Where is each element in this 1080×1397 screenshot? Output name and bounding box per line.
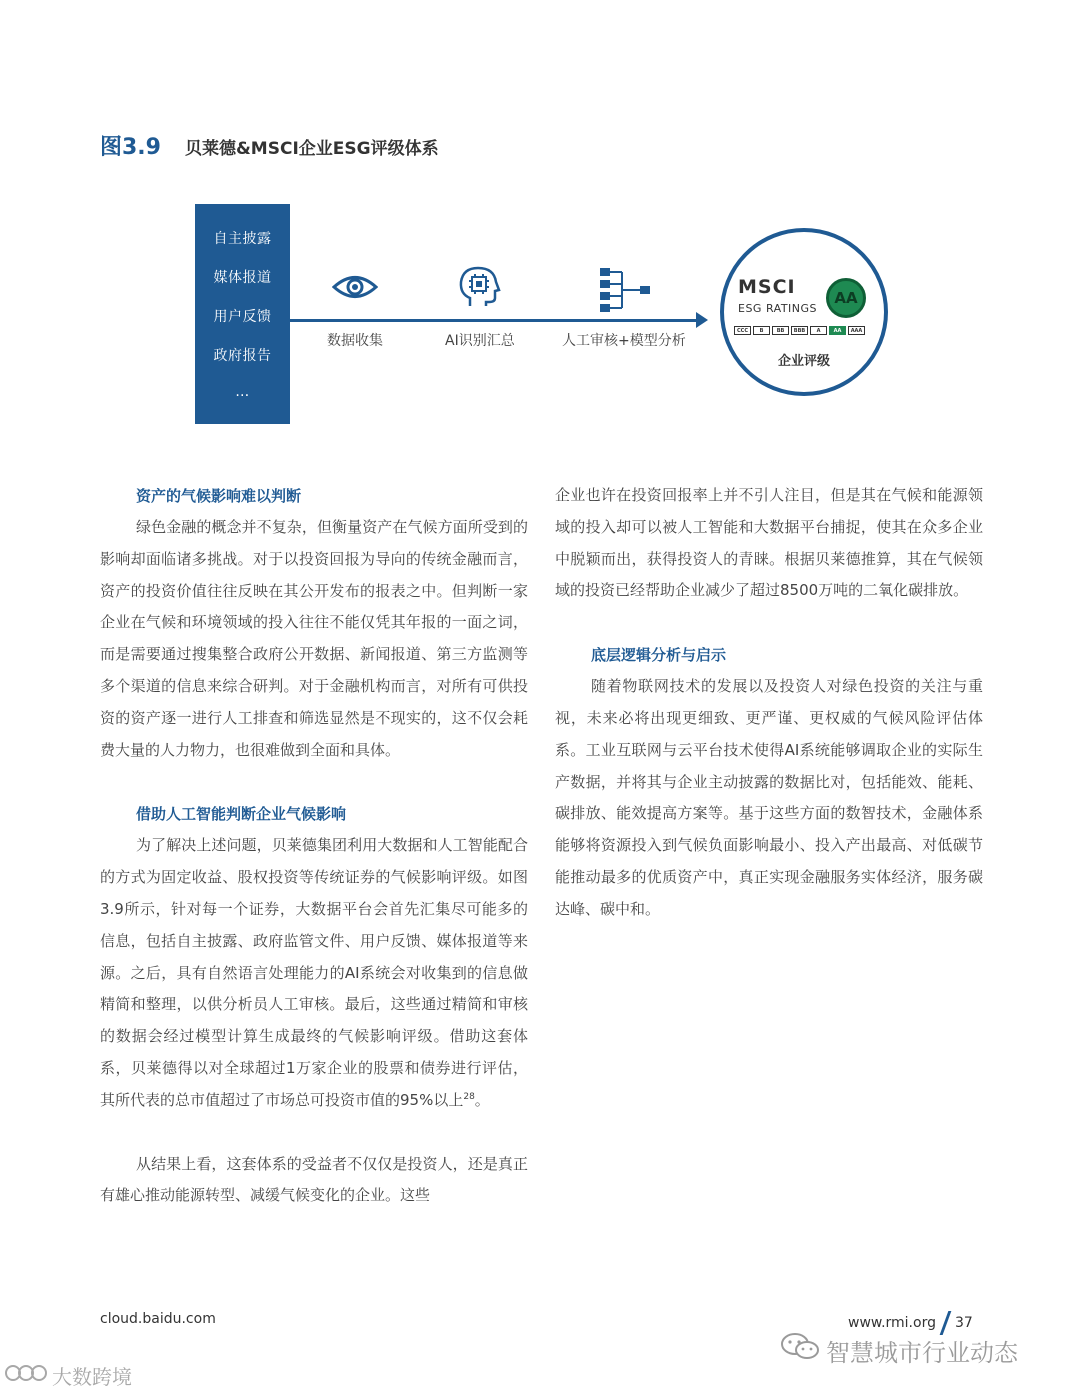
scale-cell-aa: AA bbox=[829, 326, 846, 335]
wechat-icon bbox=[780, 1332, 820, 1368]
step-label-collect: 数据收集 bbox=[327, 333, 383, 349]
source-box bbox=[195, 204, 290, 424]
brand-logo-icon bbox=[4, 1360, 48, 1391]
flow-arrow-head bbox=[696, 312, 708, 328]
watermark-left bbox=[4, 1360, 132, 1391]
scale-cell-bbb: BBB bbox=[791, 326, 808, 335]
paragraph-continued: 企业也许在投资回报率上并不引人注目，但是其在气候和能源领域的投入却可以被人工智能和大数据平台捕捉，使其在众多企业中脱颖而出，获得投资人的青睐。根据贝莱德推算，其在气候领域的投资已经帮助企业减少了超过8500万吨的二氧化碳排放。 bbox=[555, 486, 983, 600]
watermark-right bbox=[780, 1332, 1018, 1368]
source-item: 媒体报道 bbox=[213, 269, 272, 286]
flow-line bbox=[290, 319, 700, 322]
paragraph bbox=[100, 830, 528, 1116]
right-column bbox=[555, 480, 983, 926]
section-title: 借助人工智能判断企业气候影响 bbox=[136, 805, 347, 824]
figure-title: 贝莱德&MSCI企业ESG评级体系 bbox=[184, 139, 439, 159]
source-item: 政府报告 bbox=[213, 348, 272, 365]
msci-logo-text: MSCI bbox=[738, 276, 796, 298]
msci-subtitle: ESG RATINGS bbox=[738, 302, 818, 315]
scale-cell-aaa: AAA bbox=[848, 326, 865, 335]
watermark-left-text: 大数跨境 bbox=[52, 1365, 132, 1389]
rating-label: 企业评级 bbox=[777, 354, 830, 369]
paragraph: 随着物联网技术的发展以及投资人对绿色投资的关注与重视，未来必将出现更细致、更严谨、更权威的气候风险评估体系。工业互联网与云平台技术使得AI系统能够调取企业的实际生产数据，并将其与企业主动披露的数据比对，包括能效、能耗、碳排放、能效提高方案等。基于这些方面的数智技术，金融体系能够将资源投入到气候负面影响最小、投入产出最高、对低碳节能推动最多的优质资产中，真正实现金融服务实体经济，服务碳达峰、碳中和。 bbox=[555, 677, 983, 918]
rating-circle bbox=[720, 228, 888, 396]
watermark-right-text: 智慧城市行业动态 bbox=[826, 1338, 1018, 1367]
figure-number: 图3.9 bbox=[100, 135, 161, 160]
paragraph: 绿色金融的概念并不复杂，但衡量资产在气候方面所受到的影响却面临诸多挑战。对于以投资回报为导向的传统金融而言，资产的投资价值往往反映在其公开发布的报表之中。但判断一家企业在气候和环境领域的投入往往不能仅凭其年报的一面之词，而是需要通过搜集整合政府公开数据、新闻报道、第三方监测等多个渠道的信息来综合研判。对于金融机构而言，对所有可供投资的资产逐一进行人工排查和筛选显然是不现实的，这不仅会耗费大量的人力物力，也很难做到全面和具体。 bbox=[100, 518, 528, 759]
scale-cell-a: A bbox=[810, 326, 827, 335]
rating-scale bbox=[734, 326, 865, 335]
paragraph: 从结果上看，这套体系的受益者不仅仅是投资人，还是真正有雄心推动能源转型、减缓气候变化的企业。这些 bbox=[100, 1154, 528, 1205]
step-label-review: 人工审核+模型分析 bbox=[562, 333, 686, 349]
source-item: 自主披露 bbox=[213, 230, 272, 247]
hierarchy-icon bbox=[598, 266, 652, 316]
section-title: 资产的气候影响难以判断 bbox=[136, 487, 302, 505]
paragraph-end: 。 bbox=[474, 1090, 490, 1109]
scale-cell-b: B bbox=[753, 326, 770, 335]
footer-right-url: www.rmi.org bbox=[848, 1315, 936, 1331]
page-number: 37 bbox=[954, 1315, 973, 1331]
footnote-ref: 28 bbox=[463, 1091, 475, 1102]
step-label-ai: AI识别汇总 bbox=[445, 333, 515, 349]
left-column bbox=[100, 480, 528, 1212]
rating-badge: AA bbox=[826, 278, 866, 318]
source-item: … bbox=[235, 384, 250, 401]
footer-left-url: cloud.baidu.com bbox=[100, 1311, 216, 1327]
scale-cell-ccc: CCC bbox=[734, 326, 751, 335]
eye-icon bbox=[332, 272, 378, 306]
paragraph-text: 为了解决上述问题，贝莱德集团利用大数据和人工智能配合的方式为固定收益、股权投资等传统证券的气候影响评级。如图3.9所示，针对每一个证券，大数据平台会首先汇集尽可能多的信息，包括自主披露、政府监管文件、用户反馈、媒体报道等来源。之后，具有自然语言处理能力的AI系统会对收集到的信息做精简和整理，以供分析员人工审核。最后，这些通过精简和审核的数据会经过模型计算生成最终的气候影响评级。借助这套体系，贝莱德得以对全球超过1万家企业的股票和债券进行评估，其所代表的总市值超过了市场总可投资市值的95%以上 bbox=[100, 836, 528, 1109]
section-title: 底层逻辑分析与启示 bbox=[591, 646, 727, 665]
source-item: 用户反馈 bbox=[213, 308, 272, 325]
scale-cell-bb: BB bbox=[772, 326, 789, 335]
ai-head-icon bbox=[456, 264, 502, 314]
esg-rating-diagram bbox=[0, 0, 1080, 440]
